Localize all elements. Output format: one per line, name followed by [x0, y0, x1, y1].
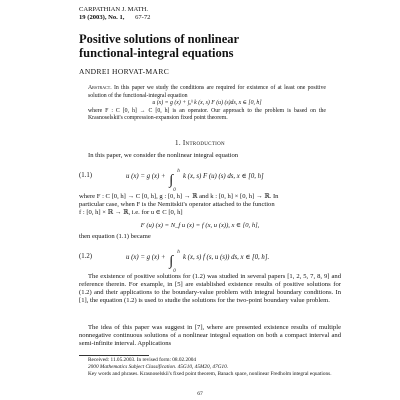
- existence-paragraph: The existence of positive solutions for (1.2) was studied in several papers [1, 2, 5, 7, 8, 9] and reference therein. For example, in [5] are established existence results of positive solutions for (1.2) and their applications to the boundary-value problem with integral boundary conditions. In [1], the equation (1.2) is used to studie the solutions for the two-point boundary value problem.: [79, 273, 341, 304]
- abstract-equation: u (x) = g (x) + ∫₀ᵇ k (x, s) F (u) (s)ds, x ∈ [0, h]: [152, 100, 262, 107]
- intro-paragraph: In this paper, we consider the nonlinear integral equation: [88, 152, 239, 159]
- equation-number: (1.2): [79, 253, 93, 260]
- journal-header: [79, 6, 150, 22]
- integral-sign: ∫: [169, 254, 174, 269]
- lower-limit: 0: [173, 269, 176, 274]
- abstract-text-2: where F : C [0, h] → C [0, h] is an operator. Our approach to the problem is based on the Krasnoselskii's compression-expansion fixed point theorem.: [88, 107, 326, 122]
- equation-lhs: u (x) = g (x) +: [126, 173, 166, 180]
- abstract: [88, 85, 326, 123]
- integral-sign: ∫: [169, 173, 174, 188]
- equation-rhs: k (x, s) f (s, u (s)) ds, x ∈ [0, h].: [182, 254, 270, 261]
- journal-name: CARPATHIAN J. MATH.: [79, 6, 149, 13]
- upper-limit: h: [177, 250, 180, 255]
- equation-1-1: [79, 162, 339, 193]
- equation-1-2: [79, 243, 339, 274]
- idea-paragraph: The idea of this paper was suggest in [7], where are presented existence results of multiple nonnegative continuous solutions of a nonlinear integral equation on both a compact interval and semi-infinite interval. Applications: [79, 324, 341, 347]
- nemitskii-equation: F (u) (x) = N_f u (x) = f (x, u (x)), x ∈ [0, h],: [140, 222, 260, 229]
- then-text: then equation (1.1) became: [79, 233, 151, 240]
- equation-lhs: u (x) = g (x) +: [126, 254, 166, 261]
- volume-line: 19 (2003), No. 1, 67-72: [79, 14, 151, 21]
- abstract-label: Abstract.: [88, 85, 112, 91]
- equation-rhs: k (x, s) F (u) (s) ds, x ∈ [0, h]: [182, 173, 264, 180]
- msc-footnote: 2000 Mathematics Subject Classification. 45G10, 45M20, 47G10.: [88, 364, 229, 370]
- paper-title: Positive solutions of nonlinear functional-integral equations: [79, 32, 240, 60]
- abstract-text-1: In this paper we study the conditions are required for existence of at least one positive solution of the functional-integral equation: [88, 85, 326, 99]
- footnote-rule: [79, 355, 149, 356]
- received-footnote: Received: 11.05.2003. In revised form: 08.02.2004: [88, 357, 197, 363]
- keywords-footnote: Key words and phrases. Krasnoselskii's fixed point theorem, Banach space, nonlinear Fredholm integral equations.: [88, 371, 332, 377]
- author-name: ANDREI HORVAT-MARC: [79, 67, 170, 76]
- page-number: 67: [197, 391, 203, 397]
- equation-number: (1.1): [79, 172, 93, 179]
- section-heading: 1. Introduction: [175, 139, 225, 147]
- lower-limit: 0: [173, 188, 176, 193]
- definition-paragraph: where F : C [0, h] → C [0, h], g : [0, h] → ℝ and k : [0, h] × [0, h] → ℝ. In particular case, when F is the Nemitskii's operator attached to the function f : [0, h] × ℝ → ℝ, i.e. for u ∈ C [0, h]: [79, 193, 279, 216]
- upper-limit: h: [177, 169, 180, 174]
